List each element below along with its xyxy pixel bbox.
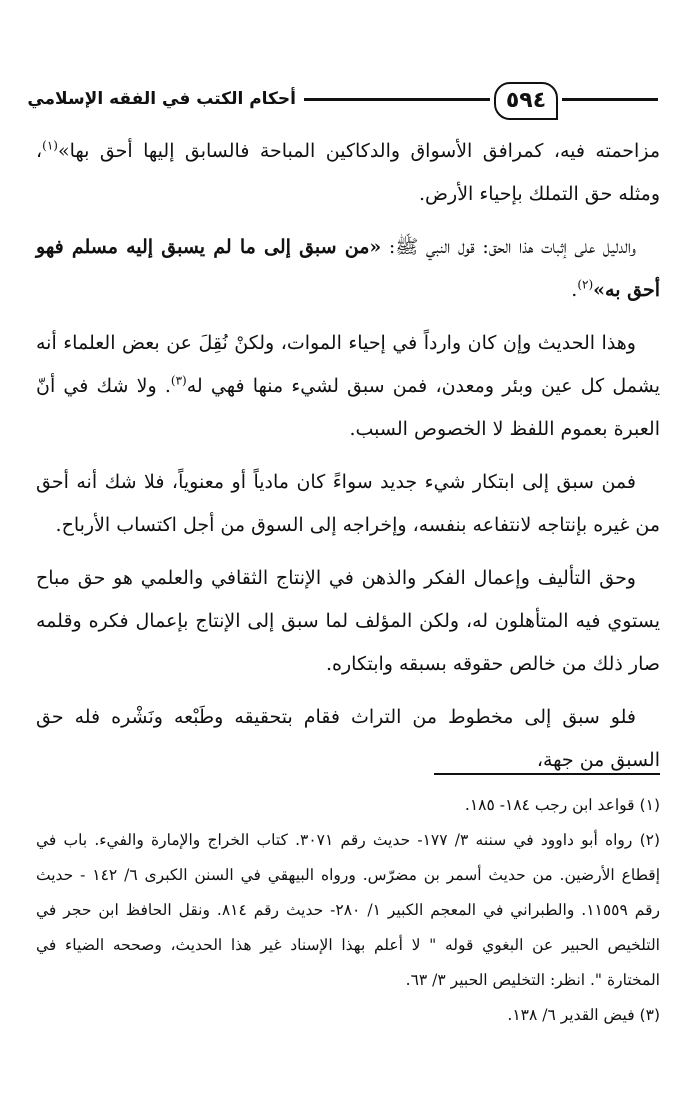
paragraph-1	[36, 130, 660, 216]
paragraph-3-text: وهذا الحديث وإن كان وارداً في إحياء الموات، ولكنْ نُقِلَ عن بعض العلماء أنه يشمل كل عين وبئر ومعدن، فمن سبق لشيء منها فهي له	[36, 332, 661, 397]
footnote-1	[36, 788, 660, 823]
footnote-2	[36, 823, 660, 998]
page-number: ٥٩٤	[494, 82, 558, 120]
paragraph-5: وحق التأليف وإعمال الفكر والذهن في الإنتاج الثقافي والعلمي هو حق مباح يستوي فيه المتأهلون له، ولكن المؤلف لما سبق إلى الإنتاج بإعمال فكره وقلمه صار ذلك من خالص حقوقه بسبقه وابتكاره.	[36, 567, 660, 675]
footnote-separator	[434, 773, 660, 775]
footnote-1-number: (١)	[639, 796, 660, 814]
footnote-3-text: فيض القدير ٦/ ١٣٨.	[507, 1006, 635, 1024]
header-rule-middle	[304, 98, 490, 101]
footnote-3	[36, 998, 660, 1033]
footnote-ref-3: (٣)	[170, 373, 187, 388]
footnote-1-text: قواعد ابن رجب ١٨٤- ١٨٥.	[464, 796, 635, 814]
paragraph-2-text-after: .	[571, 279, 578, 301]
paragraph-3-text-after: . ولا شك في أنّ العبرة بعموم اللفظ لا الخصوص السبب.	[36, 375, 660, 440]
running-title: أحكام الكتب في الفقه الإسلامي	[27, 89, 296, 109]
paragraph-2	[36, 226, 660, 312]
footnote-ref-1: (١)	[42, 138, 58, 153]
header-rule-right	[562, 98, 658, 101]
paragraph-1-text-after: ، ومثله حق التملك بإحياء الأرض.	[36, 140, 660, 205]
footnote-ref-2: (٢)	[577, 277, 594, 292]
paragraph-4: فمن سبق إلى ابتكار شيء جديد سواءً كان مادياً أو معنوياً، فلا شك أنه أحق من غيره بإنتاجه لانتفاعه بنفسه، وإخراجه إلى السوق من أجل اكتساب الأرباح.	[36, 471, 660, 536]
page-header	[27, 80, 658, 120]
footnote-3-number: (٣)	[639, 1006, 660, 1024]
paragraph-6: فلو سبق إلى مخطوط من التراث فقام بتحقيقه وطَبْعه ونَشْره فله حق السبق من جهة،	[36, 706, 660, 771]
main-text	[36, 130, 660, 792]
paragraph-2-text: والدليل على إثبات هذا الحق: قول النبي ﷺ:	[381, 236, 636, 258]
paragraph-3	[36, 322, 660, 451]
footnotes	[36, 788, 660, 1033]
paragraph-1-text: مزاحمته فيه، كمرافق الأسواق والدكاكين المباحة فالسابق إليها أحق بها»	[57, 140, 660, 162]
footnote-2-number: (٢)	[639, 831, 661, 849]
hadith-quote: «من سبق إلى ما لم يسبق إليه مسلم فهو أحق به»	[36, 236, 660, 301]
footnote-2-text: رواه أبو داوود في سننه ٣/ ١٧٧- حديث رقم ٣٠٧١. كتاب الخراج والإمارة والفيء. باب في إقطاع الأرضين. من حديث أسمر بن مضرّس. ورواه البيهقي في السنن الكبرى ٦/ ١٤٢ - حديث رقم ١١٥٥٩. والطبراني في المعجم الكبير ١/ ٢٨٠- حديث رقم ٨١٤. ونقل الحافظ ابن حجر في التلخيص الحبير عن البغوي قوله " لا أعلم بهذا الإسناد غير هذا الحديث، وصححه الضياء في المختارة ". انظر: التخليص الحبير ٣/ ٦٣.	[36, 831, 661, 989]
